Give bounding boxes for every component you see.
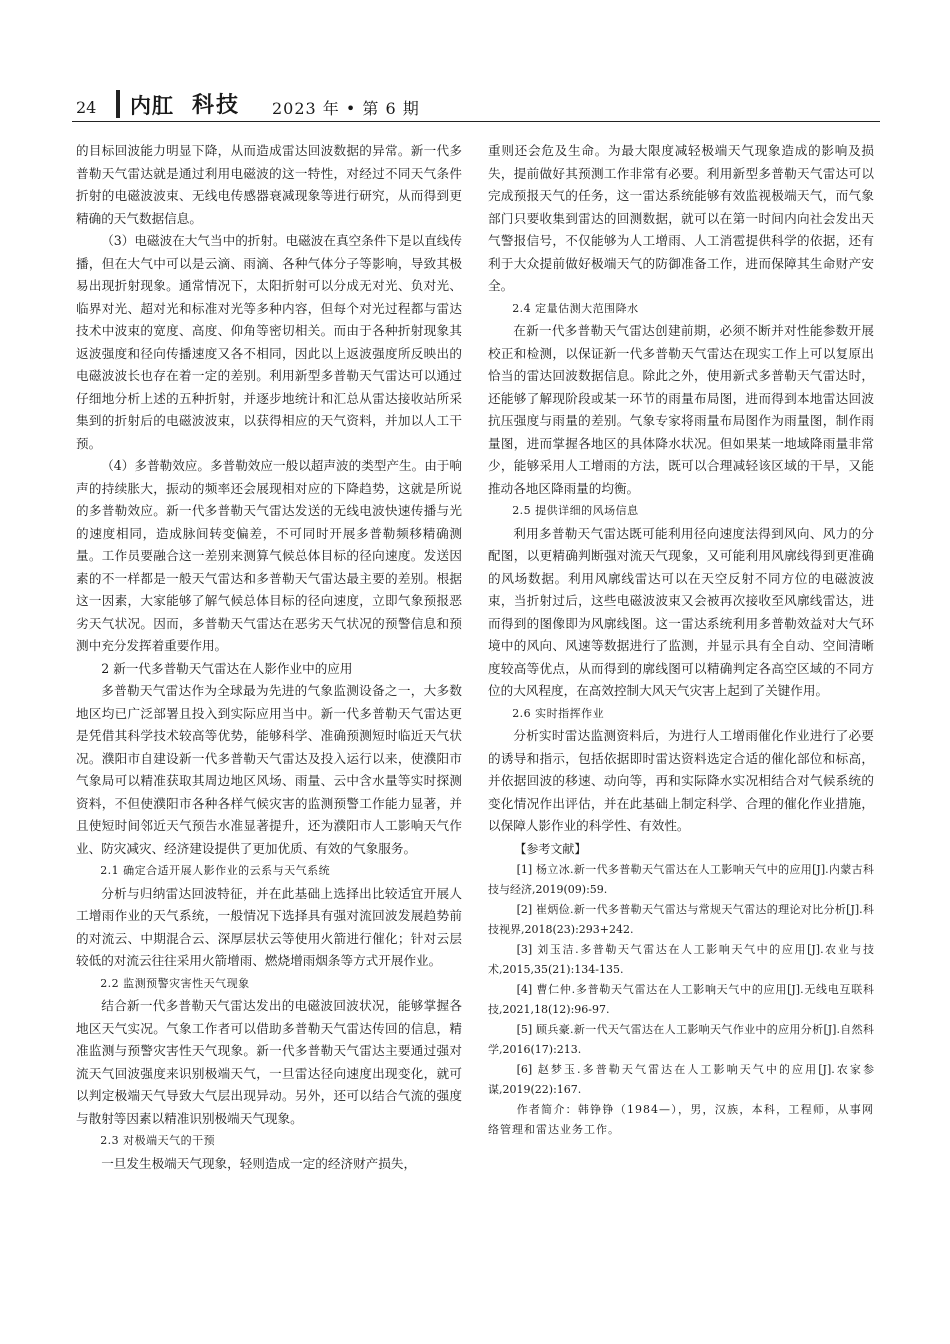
section-2-1-heading: 2.1 确定合适开展人影作业的云系与天气系统	[100, 864, 331, 877]
journal-logo-part2: 科技	[192, 93, 241, 118]
section-2-3-heading: 2.3 对极端天气的干预	[100, 1134, 216, 1147]
reference-item: [5] 顾兵豪.新一代天气雷达在人工影响天气作业中的应用分析[J].自然科学,2016(17):213.	[488, 1023, 874, 1056]
reference-item: [3] 刘玉洁.多普勒天气雷达在人工影响天气中的应用[J].农业与技术,2015,35(21):134-135.	[488, 943, 874, 976]
page-number: 24	[76, 98, 97, 117]
section-2-6-heading: 2.6 实时指挥作业	[512, 706, 605, 720]
left-column	[76, 140, 462, 1175]
paragraph: 分析实时雷达监测资料后，为进行人工增雨催化作业进行了必要的诱导和指示，包括依据即时雷达资料选定合适的催化部位和标高，并依据回波的移速、动向等，再和实际降水实况相结合对气候系统的变化情况作出评估，并在此基础上制定科学、合理的催化作业措施，以保障人影作业的科学性、有效性。	[488, 728, 874, 833]
paragraph: 利用多普勒天气雷达既可能利用径向速度法得到风向、风力的分配图，以更精确判断强对流天气现象，又可能利用风廓线得到更准确的风场数据。利用风廓线雷达可以在天空反射不同方位的电磁波波束，当折射过后，这些电磁波波束又会被再次接收至风廓线雷达，进而得到的图像即为风廓线图。这一雷达系统利用多普勒效益对大气环境中的风向、风速等数据进行了监测，并显示具有全自动、空间清晰度较高等优点，从而得到的廓线图可以精确判定各高空区域的不同方位的大风程度，在高效控制大风天气灾害上起到了关键作用。	[488, 525, 874, 698]
section-2-5-heading: 2.5 提供详细的风场信息	[512, 504, 639, 517]
paragraph: 一旦发生极端天气现象，轻则造成一定的经济财产损失，	[101, 1155, 417, 1171]
issue-info: 2023 年 • 第 6 期	[272, 99, 420, 118]
reference-item: [6] 赵梦玉.多普勒天气雷达在人工影响天气中的应用[J].农家参谋,2019(22):167.	[488, 1063, 874, 1096]
references-heading: 【参考文献】	[514, 841, 587, 856]
paragraph-doppler: （4）多普勒效应。多普勒效应一般以超声波的类型产生。由于响声的持续胀大，振动的频率还会展现相对应的下降趋势，这就是所说的多普勒效应。新一代多普勒天气雷达发送的无线电波快速传播与光的速度相同，造成脉间转变偏差，不可同时开展多普勒频移精确测量。工作员要融合这一差别来测算气候总体目标的径向速度。发送因素的不一样都是一般天气雷达和多普勒天气雷达最主要的差别。根据这一因素，大家能够了解气候总体目标的径向速度，立即气象预报恶劣天气状况。因而，多普勒天气雷达在恶劣天气状况的预警信息和预测中充分发挥着重要作用。	[76, 458, 462, 653]
reference-item: [4] 曹仁仲.多普勒天气雷达在人工影响天气中的应用[J].无线电互联科技,2021,18(12):96-97.	[488, 983, 874, 1016]
section-2-heading: 2 新一代多普勒天气雷达在人影作业中的应用	[101, 660, 353, 676]
paragraph: 重则还会危及生命。为最大限度减轻极端天气现象造成的影响及损失，提前做好其预测工作非常有必要。利用新型多普勒天气雷达可以完成预报天气的任务，这一雷达系统能够有效监视极端天气，而气象部门只要收集到雷达的回测数据，就可以在第一时间内向社会发出天气警报信号，不仅能够为人工增雨、人工消雹提供科学的依据，还有利于大众提前做好极端天气的防御准备工作，进而保障其生命财产安全。	[488, 143, 874, 293]
section-2-2-heading: 2.2 监测预警灾害性天气现象	[100, 976, 250, 990]
journal-logo-part1: 内肛	[130, 94, 174, 118]
paragraph: 在新一代多普勒天气雷达创建前期，必须不断并对性能参数开展校正和检测，以保证新一代多普勒天气雷达在现实工作上可以复原出恰当的雷达回波数据信息。除此之外，使用新式多普勒天气雷达时，还能够了解现阶段或某一环节的雨量布局图，进而得到本地雷达回波抗压强度与雨量的差别。气象专家将雨量布局图作为雨量图，制作雨量图，进而掌握各地区的具体降水状况。但如果某一地域降雨量非常少，能够采用人工增雨的方法，既可以合理减轻该区域的干旱，又能推动各地区降雨量的均衡。	[488, 323, 874, 496]
reference-item: [1] 杨立冰.新一代多普勒天气雷达在人工影响天气中的应用[J].内蒙古科技与经济,2019(09):59.	[488, 863, 874, 896]
reference-item: [2] 崔炳俭.新一代多普勒天气雷达与常规天气雷达的理论对比分析[J].科技视界,2018(23):293+242.	[488, 903, 874, 936]
paragraph-refraction: （3）电磁波在大气当中的折射。电磁波在真空条件下是以直线传播，但在大气中可以是云滴、雨滴、各种气体分子等影响，导致其极易出现折射现象。通常情况下，太阳折射可以分成无对光、负对光、临界对光、超对光和标准对光等多种内容，但每个对光过程都与雷达技术中波束的宽度、高度、仰角等密切相关。而由于各种折射现象其返波强度和径向传播速度又各不相同，因此以上返波强度所反映出的电磁波波长也存在着一定的差别。利用新型多普勒天气雷达可以通过仔细地分析上述的五种折射，并逐步地统计和汇总从雷达接收站所采集到的折射后的电磁波波束，以获得相应的天气资料，并加以人工干预。	[76, 233, 462, 451]
right-column	[488, 140, 874, 1140]
paragraph: 多普勒天气雷达作为全球最为先进的气象监测设备之一，大多数地区均已广泛部署且投入到实际应用当中。新一代多普勒天气雷达更是凭借其科学技术较高等优势，能够科学、准确预测短时临近天气状况。濮阳市自建设新一代多普勒天气雷达及投入运行以来，使濮阳市气象局可以精准获取其周边地区风场、雨量、云中含水量等实时探测资料，不但使濮阳市各种各样气候灾害的监测预警工作能力显著，并且使短时间邻近天气预告水准显著提升，还为濮阳市人工影响天气作业、防灾减灾、经济建设提供了更加优质、有效的气象服务。	[76, 683, 462, 856]
header-separator	[116, 90, 120, 118]
paragraph: 的目标回波能力明显下降，从而造成雷达回波数据的异常。新一代多普勒天气雷达就是通过利用电磁波的这一特性，对经过不同天气条件折射的电磁波波束、无线电传感器衰减现象等进行研究，从而得到更精确的天气数据信息。	[76, 143, 462, 226]
section-2-4-heading: 2.4 定量估测大范围降水	[512, 301, 639, 315]
header-rule	[72, 121, 880, 122]
paragraph: 分析与归纳雷达回波特征，并在此基础上选择出比较适宜开展人工增雨作业的天气系统，一般情况下选择具有强对流回波发展趋势前的对流云、中期混合云、深厚层状云等使用火箭进行催化；针对云层较低的对流云往往采用火箭增雨、燃烧增雨烟条等方式开展作业。	[76, 885, 462, 968]
paragraph: 结合新一代多普勒天气雷达发出的电磁波回波状况，能够掌握各地区天气实况。气象工作者可以借助多普勒天气雷达传回的信息，精准监测与预警灾害性天气现象。新一代多普勒天气雷达主要通过强对流天气回波强度来识别极端天气，一旦雷达径向速度出现变化，就可以判定极端天气导致大气层出现异动。另外，还可以结合气流的强度与散射等因素以精准识别极端天气现象。	[76, 998, 462, 1126]
page-header	[72, 90, 880, 120]
author-note: 作者简介：韩铮铮（1984—），男，汉族，本科，工程师，从事网络管理和雷达业务工作。	[488, 1103, 874, 1136]
